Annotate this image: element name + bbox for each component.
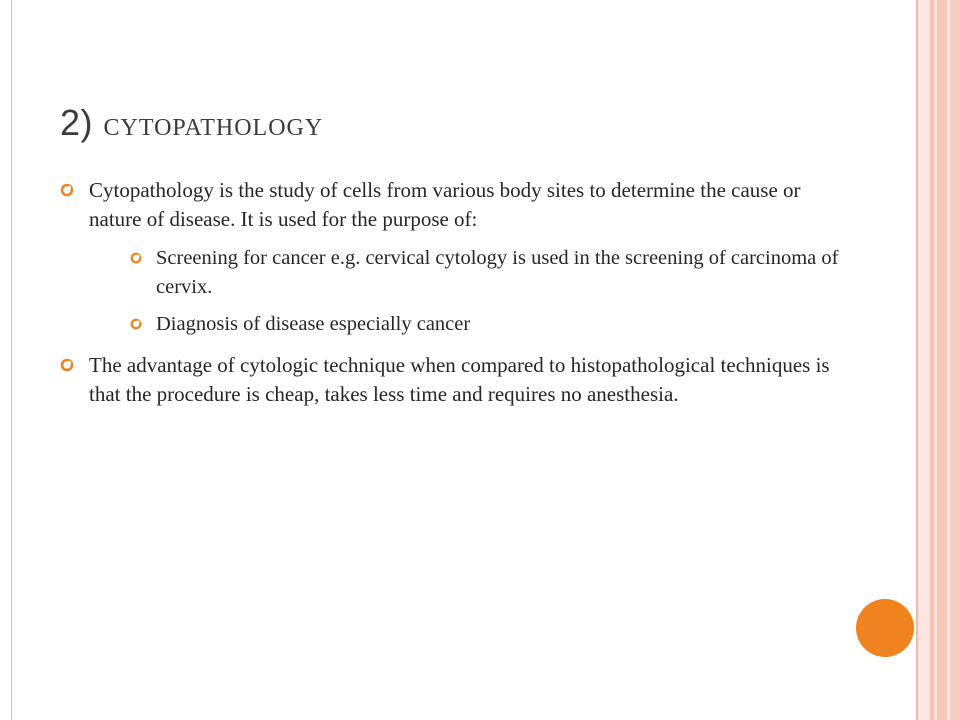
title-word: cytopathology [103,106,324,143]
slide-title [60,98,323,145]
title-number: 2) [60,102,94,143]
stripe [918,0,930,720]
right-stripe-decoration [916,0,960,720]
bullet-item [60,351,840,409]
stripe [950,0,960,720]
sub-bullet-item [128,310,840,339]
orange-ring-bullet-icon [60,183,74,197]
sub-bullet-item [128,244,840,302]
left-border-decoration [0,0,12,720]
slide-content [60,176,840,418]
orange-ring-bullet-icon [60,358,74,372]
orange-ring-bullet-icon [130,252,142,264]
bullet-text: The advantage of cytologic technique when compared to histopathological techniques is that the procedure is cheap, takes less time and requires no anesthesia. [89,353,830,406]
bullet-text: Cytopathology is the study of cells from various body sites to determine the cause or nature of disease. It is used for the purpose of: [89,178,801,231]
sub-bullet-text: Diagnosis of disease especially cancer [156,313,471,335]
stripe [937,0,947,720]
sub-bullet-list [60,244,840,339]
sub-bullet-text: Screening for cancer e.g. cervical cytology is used in the screening of carcinoma of cervix. [156,247,839,298]
orange-circle-decoration [856,599,914,657]
orange-ring-bullet-icon [130,318,142,330]
bullet-item [60,176,840,234]
